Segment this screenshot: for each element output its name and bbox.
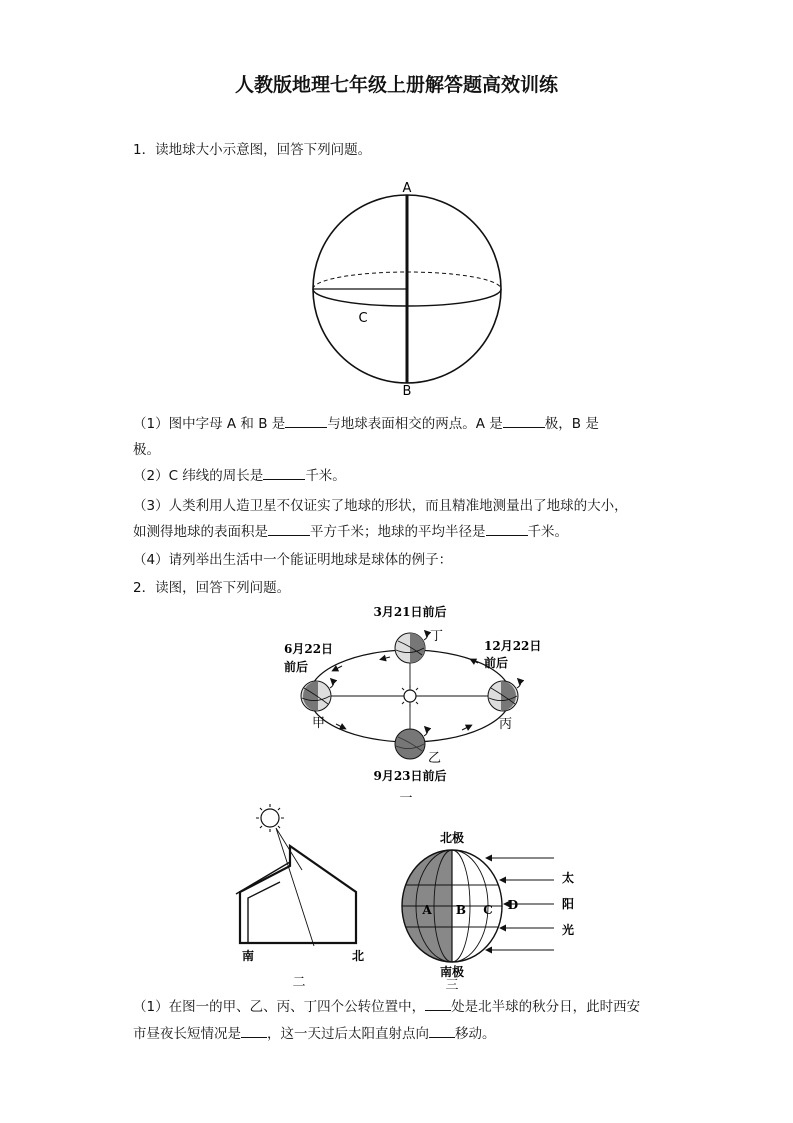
date-jun-22-suffix: 前后 — [284, 660, 309, 674]
rotation-arrow-icon — [330, 680, 334, 688]
label-sunlight-3: 光 — [562, 923, 575, 937]
label-yi: 乙 — [428, 751, 442, 766]
label-sunlight-1: 太 — [562, 871, 575, 885]
answer-blank[interactable] — [241, 1025, 267, 1038]
answer-blank[interactable] — [285, 415, 327, 428]
label-sunlight-2: 阳 — [562, 897, 575, 911]
date-sep-23: 9月23日前后 — [373, 769, 447, 783]
question-2-part-1-cont: 市昼夜长短情况是 ，这一天过后太阳直射点向 移动。 — [133, 1026, 496, 1042]
earth-revolution-diagram — [272, 600, 562, 810]
orbit-arrow — [334, 666, 342, 670]
orbit-arrow — [462, 726, 470, 730]
label-south-pole: 南极 — [439, 965, 465, 979]
label-jia: 甲 — [312, 716, 326, 731]
house-inner-wall — [248, 882, 280, 943]
earth-ding-icon — [395, 633, 425, 663]
answer-blank[interactable] — [268, 523, 310, 536]
label-a: A — [422, 903, 432, 917]
label-a: A — [402, 181, 412, 196]
date-dec-22-suffix: 前后 — [484, 656, 509, 670]
figure-1-caption: 一 — [399, 791, 413, 806]
earth-jia-icon — [301, 681, 331, 711]
date-jun-22: 6月22日 — [284, 642, 334, 656]
figure-2-caption: 二 — [292, 975, 306, 990]
answer-blank[interactable] — [486, 523, 528, 536]
sun-ray — [276, 828, 314, 946]
earth-bing-icon — [488, 681, 518, 711]
figure-3-caption: 三 — [445, 978, 459, 993]
orbit-arrow — [382, 657, 390, 659]
question-1-stem: 1．读地球大小示意图，回答下列问题。 — [133, 142, 372, 158]
label-d: D — [507, 898, 519, 912]
question-1-part-1-cont: 极。 — [133, 442, 160, 458]
question-1-part-1: （1）图中字母 A 和 B 是 与地球表面相交的两点。A 是 极，B 是 — [133, 416, 599, 432]
answer-blank[interactable] — [503, 415, 545, 428]
question-1-part-3: （3）人类利用人造卫星不仅证实了地球的形状，而且精准地测量出了地球的大小， — [133, 498, 628, 514]
earth-size-diagram — [300, 176, 520, 402]
label-b: B — [402, 384, 412, 399]
label-c: C — [483, 903, 493, 917]
label-b: B — [455, 903, 467, 917]
date-dec-22: 12月22日 — [484, 639, 542, 653]
label-ding: 丁 — [430, 629, 444, 644]
rotation-arrow-icon — [424, 728, 428, 736]
answer-blank[interactable] — [429, 1025, 455, 1038]
question-2-stem: 2．读图，回答下列问题。 — [133, 580, 291, 596]
rotation-arrow-icon — [517, 680, 521, 688]
roof-eave — [236, 862, 290, 894]
house-sunlight-diagram — [228, 800, 378, 990]
earth-yi-icon — [395, 729, 425, 759]
sun-icon — [256, 804, 284, 832]
label-north: 北 — [351, 949, 365, 963]
label-bing: 丙 — [499, 717, 513, 732]
date-mar-21: 3月21日前后 — [373, 605, 447, 619]
question-2-part-1: （1）在图一的甲、乙、丙、丁四个公转位置中， 处是北半球的秋分日，此时西安 — [133, 999, 641, 1015]
question-1-part-2: （2）C 纬线的周长是 千米。 — [133, 468, 346, 484]
label-north-pole: 北极 — [439, 831, 465, 845]
question-1-part-4: （4）请列举出生活中一个能证明地球是球体的例子： — [133, 552, 453, 568]
answer-blank[interactable] — [425, 998, 451, 1011]
label-south: 南 — [241, 949, 255, 963]
house-outline — [240, 846, 356, 943]
answer-blank[interactable] — [263, 467, 305, 480]
question-1-part-3-cont: 如测得地球的表面积是 平方千米；地球的平均半径是 千米。 — [133, 524, 568, 540]
rotation-arrow-icon — [424, 632, 428, 640]
day-night-diagram — [390, 828, 590, 992]
page-title: 人教版地理七年级上册解答题高效训练 — [234, 74, 558, 96]
label-c: C — [358, 311, 368, 326]
